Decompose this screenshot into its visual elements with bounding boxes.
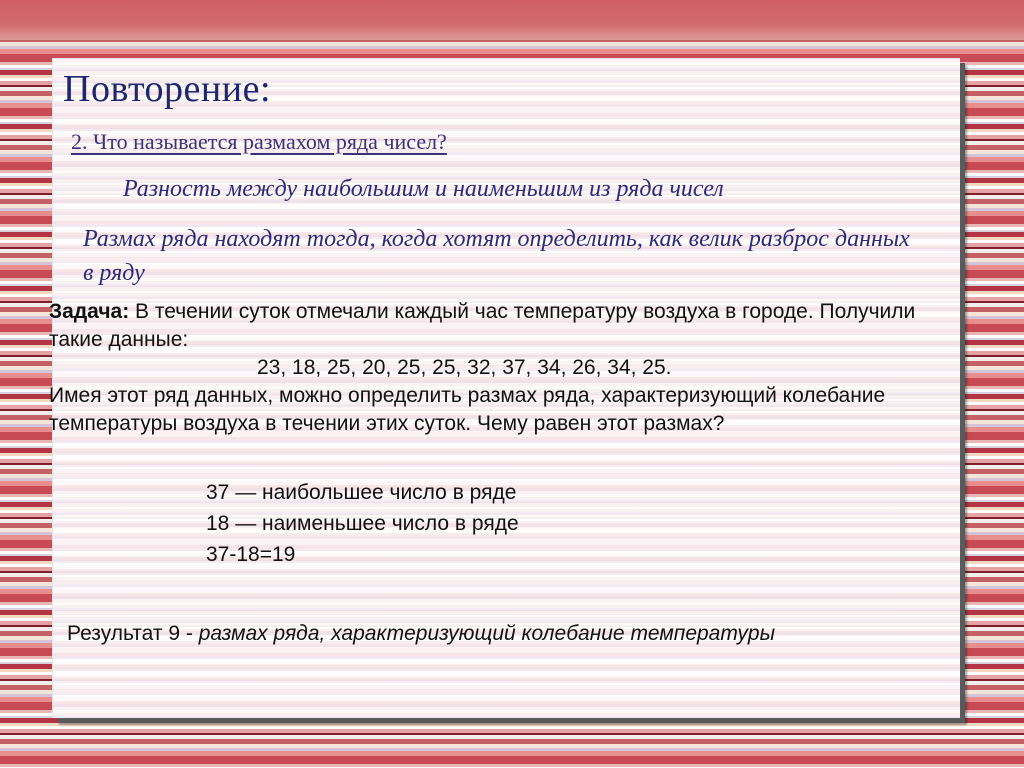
answer-definition: Разность между наибольшим и наименьшим из ряда чисел [123,176,724,202]
top-decorative-band [0,0,1024,40]
solution-line-max: 37 — наибольшее число в ряде [206,481,517,504]
result-prefix: Результат 9 - [67,622,199,645]
result-line [67,622,775,646]
slide-title: Повторение: [63,68,272,110]
solution-line-min: 18 — наименьшее число в ряде [206,512,519,535]
slide-content-panel [49,58,960,718]
task-text-question: Имея этот ряд данных, можно определить размах ряда, характеризующий колебание температуры воздуха в течении этих суток. Чему равен этот размах? [49,384,886,435]
task-block [49,298,929,438]
task-data-series: 23, 18, 25, 20, 25, 25, 32, 37, 34, 26, 34, 25. [257,356,672,379]
solution-line-calc: 37-18=19 [206,543,296,566]
solution-block [206,477,519,570]
review-question: 2. Что называется размахом ряда чисел? [71,129,447,154]
task-label: Задача: [49,300,130,323]
result-italic-text: размах ряда, характеризующий колебание температуры [198,622,776,645]
task-text-intro: В течении суток отмечали каждый час температуру воздуха в городе. Получили такие данные: [49,300,916,351]
answer-purpose: Размах ряда находят тогда, когда хотят определить, как велик разброс данных в ряду [83,226,910,286]
